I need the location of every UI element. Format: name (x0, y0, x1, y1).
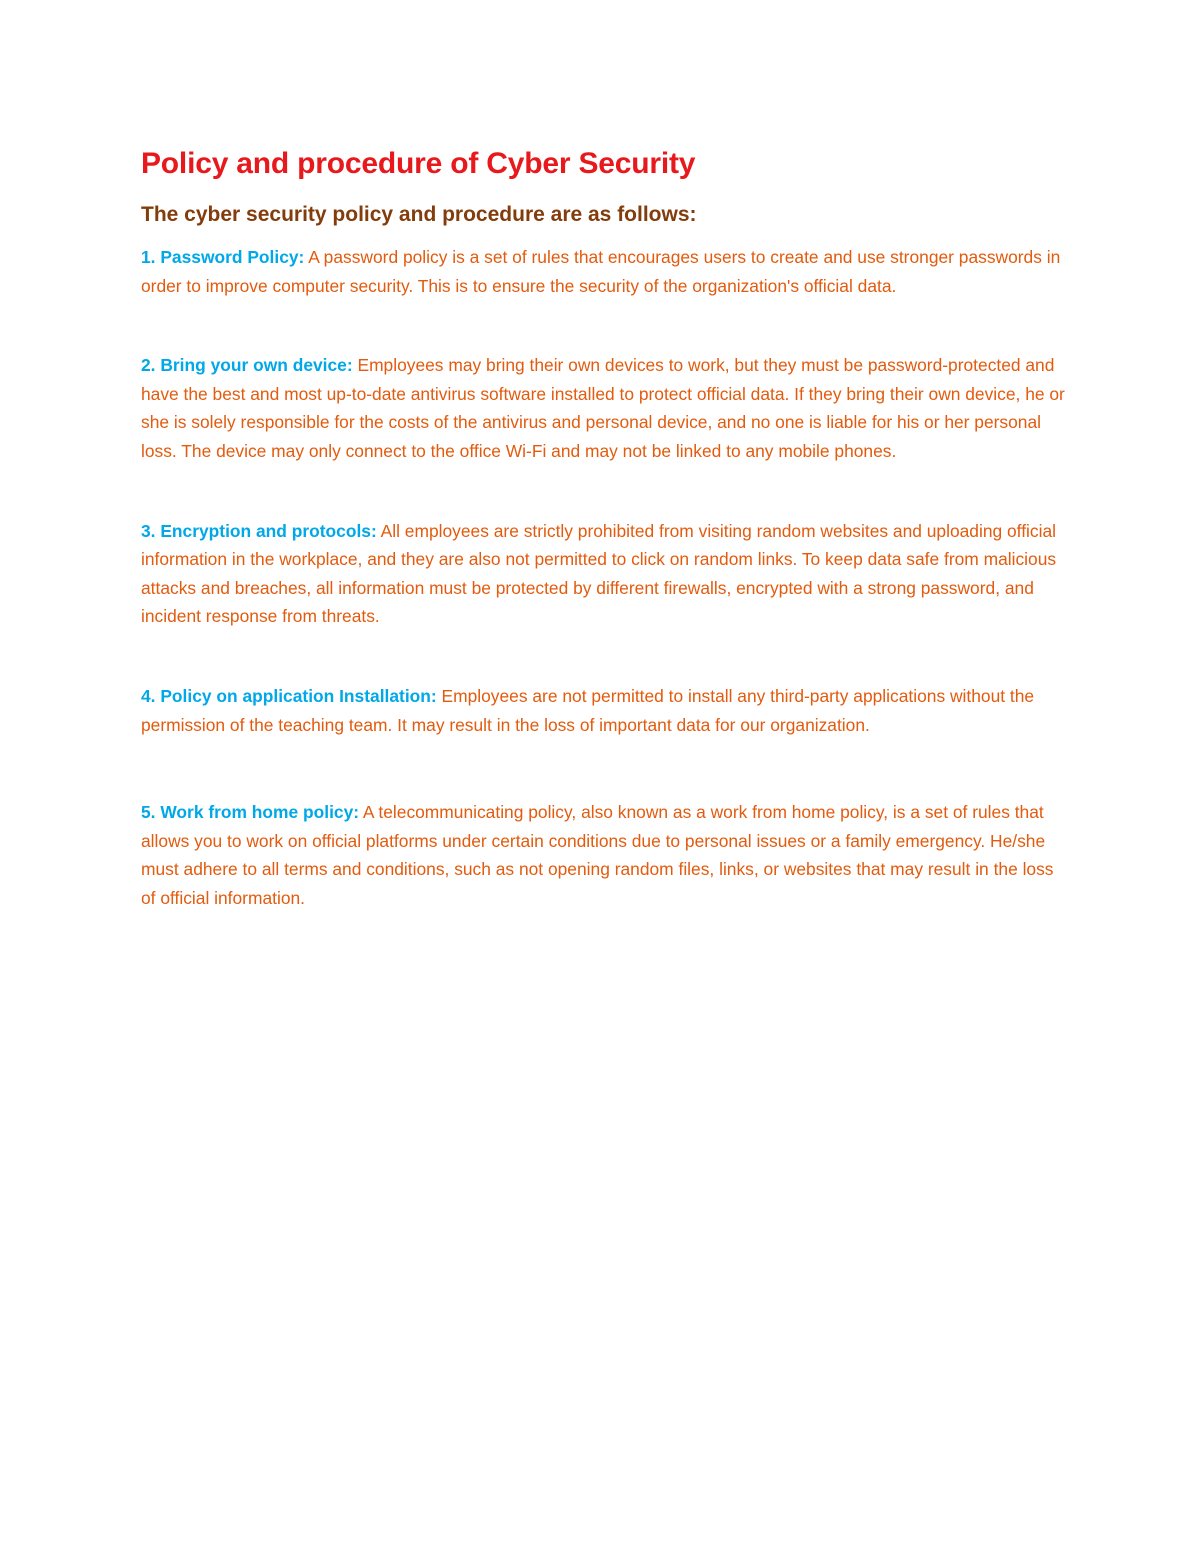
policy-item-label: 5. Work from home policy: (141, 802, 360, 823)
policy-item-password (141, 243, 1066, 300)
document-title: Policy and procedure of Cyber Security (141, 147, 696, 180)
policy-item-encryption (141, 517, 1066, 631)
policy-item-application-installation (141, 682, 1066, 739)
policy-item-label: 3. Encryption and protocols: (141, 520, 377, 541)
policy-item-text: Employees are not permitted to install any third-party applications without the permission of the teaching team. It may result in the loss of important data for our organization. (141, 685, 1035, 735)
document-subtitle: The cyber security policy and procedure are as follows: (141, 203, 697, 226)
policy-item-label: 1. Password Policy: (141, 247, 305, 267)
policy-item-text: A password policy is a set of rules that encourages users to create and use stronger passwords in order to improve computer security. This is to ensure the security of the organization's official data. (141, 247, 1061, 296)
policy-item-text: All employees are strictly prohibited from visiting random websites and uploading official information in the workplace, and they are also not permitted to click on random links. To keep data safe from malicious attacks and breaches, all information must be protected by different firewalls, encrypted with a strong password, and incident response from threats. (141, 520, 1057, 627)
document-content (141, 142, 1066, 913)
policy-item-label: 2. Bring your own device: (141, 355, 353, 376)
policy-item-label: 4. Policy on application Installation: (141, 685, 437, 706)
policy-item-text: Employees may bring their own devices to work, but they must be password-protected and have the best and most up-to-date antivirus software installed to protect official data. If they bring their own device, he or she is solely responsible for the costs of the antivirus and personal device, and no one is liable for his or her personal loss. The device may only connect to the office Wi-Fi and may not be linked to any mobile phones. (141, 355, 1065, 461)
policy-item-text: A telecommunicating policy, also known as a work from home policy, is a set of rules that allows you to work on official platforms under certain conditions due to personal issues or a family emergency. He/she must adhere to all terms and conditions, such as not opening random files, links, or websites that may result in the loss of official information. (141, 802, 1054, 908)
policy-item-byod (141, 351, 1066, 465)
policy-item-work-from-home (141, 798, 1066, 912)
